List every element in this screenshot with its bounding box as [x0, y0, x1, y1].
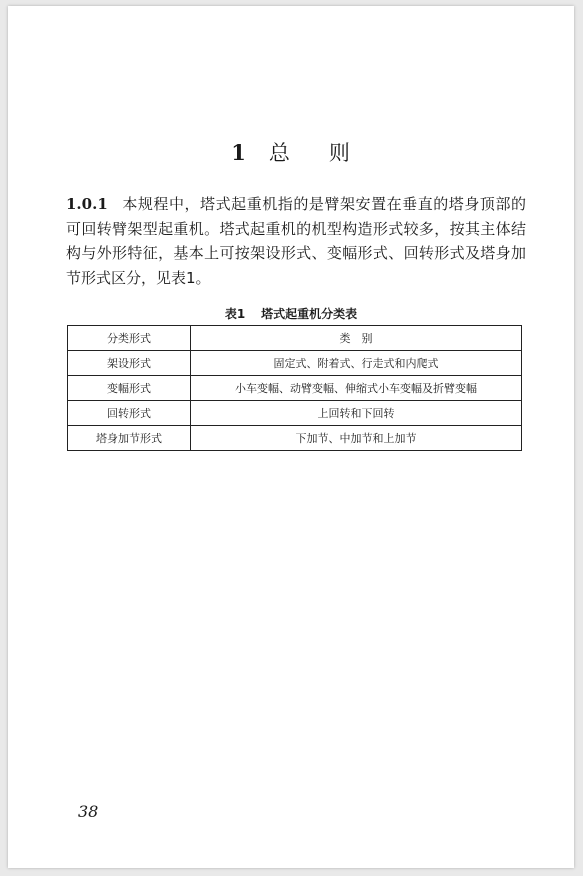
page-number: 38	[78, 802, 99, 821]
document-page	[8, 6, 574, 868]
table-row	[68, 351, 522, 376]
clause-text: 本规程中，塔式起重机指的是臂架安置在垂直的塔身顶部的可回转臂架型起重机。塔式起重机的机型构造形式较多，按其主体结构与外形特征，基本上可按架设形式、变幅形式、回转形式及塔身加节形式区分，见表1。	[66, 195, 526, 287]
table-caption	[8, 305, 574, 322]
table-cell: 固定式、附着式、行走式和内爬式	[191, 351, 522, 376]
table-cell: 小车变幅、动臂变幅、伸缩式小车变幅及折臂变幅	[191, 376, 522, 401]
chapter-heading	[8, 137, 574, 167]
table-caption-number: 表1	[224, 307, 246, 321]
table-cell: 回转形式	[68, 401, 191, 426]
table-row	[68, 376, 522, 401]
header-cell: 分类形式	[68, 326, 191, 351]
table-cell: 架设形式	[68, 351, 191, 376]
table-row	[68, 426, 522, 451]
classification-table	[67, 325, 522, 451]
table-cell: 下加节、中加节和上加节	[191, 426, 522, 451]
table-header-row	[68, 326, 522, 351]
clause-paragraph	[66, 192, 526, 290]
chapter-title-part1: 总	[268, 141, 291, 165]
table-cell: 上回转和下回转	[191, 401, 522, 426]
chapter-number: 1	[231, 140, 247, 165]
table-row	[68, 401, 522, 426]
chapter-title-part2: 则	[328, 141, 351, 165]
table-caption-title: 塔式起重机分类表	[261, 307, 358, 321]
table-cell: 变幅形式	[68, 376, 191, 401]
clause-number: 1.0.1	[66, 195, 108, 213]
table-cell: 塔身加节形式	[68, 426, 191, 451]
header-cell: 类 别	[191, 326, 522, 351]
